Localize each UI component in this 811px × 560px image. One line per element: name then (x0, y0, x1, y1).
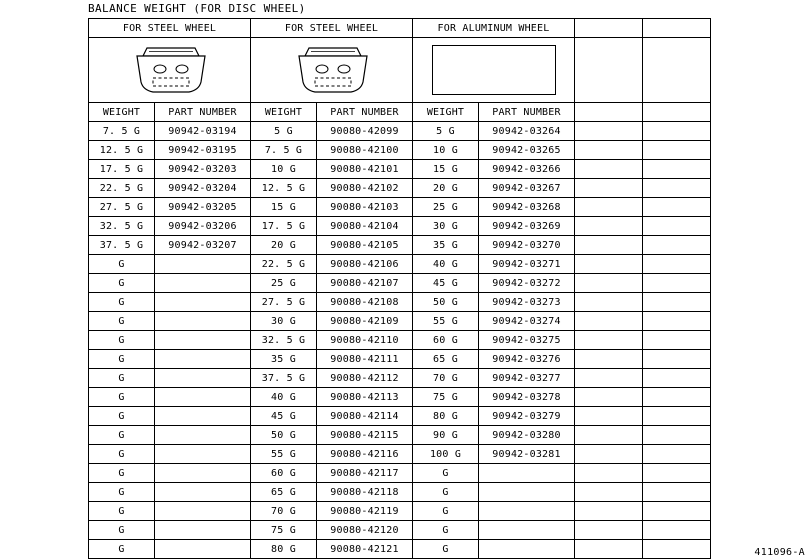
cell-part-steel-1 (155, 407, 251, 426)
table-row (89, 293, 711, 312)
cell-weight-steel-2: 70 G (251, 502, 317, 521)
cell-blank-1 (575, 464, 643, 483)
cell-part-alu: 90942-03264 (479, 122, 575, 141)
cell-part-steel-1: 90942-03203 (155, 160, 251, 179)
cell-part-alu: 90942-03265 (479, 141, 575, 160)
group-header-blank-1 (575, 19, 643, 38)
cell-part-steel-2: 90080-42099 (317, 122, 413, 141)
cell-weight-steel-1: 12. 5 G (89, 141, 155, 160)
cell-weight-alu: 50 G (413, 293, 479, 312)
table-row (89, 236, 711, 255)
cell-part-steel-1: 90942-03204 (155, 179, 251, 198)
cell-part-alu: 90942-03267 (479, 179, 575, 198)
cell-weight-steel-1: G (89, 255, 155, 274)
cell-weight-alu: 5 G (413, 122, 479, 141)
cell-blank-1 (575, 350, 643, 369)
cell-blank-2 (643, 369, 711, 388)
table-row (89, 141, 711, 160)
cell-weight-alu: 15 G (413, 160, 479, 179)
table-row (89, 426, 711, 445)
cell-blank-1 (575, 312, 643, 331)
cell-blank-2 (643, 236, 711, 255)
cell-blank-1 (575, 540, 643, 559)
cell-weight-steel-2: 60 G (251, 464, 317, 483)
cell-part-steel-1 (155, 369, 251, 388)
cell-blank-2 (643, 483, 711, 502)
cell-blank-1 (575, 331, 643, 350)
cell-blank-2 (643, 274, 711, 293)
cell-weight-alu: 30 G (413, 217, 479, 236)
cell-part-alu: 90942-03281 (479, 445, 575, 464)
cell-part-steel-1: 90942-03195 (155, 141, 251, 160)
cell-part-steel-1 (155, 274, 251, 293)
cell-weight-steel-1: G (89, 388, 155, 407)
cell-weight-alu: 90 G (413, 426, 479, 445)
table-row (89, 274, 711, 293)
cell-blank-2 (643, 217, 711, 236)
cell-weight-steel-1: G (89, 407, 155, 426)
cell-part-steel-2: 90080-42116 (317, 445, 413, 464)
cell-blank-2 (643, 141, 711, 160)
cell-weight-steel-1: G (89, 293, 155, 312)
cell-weight-steel-2: 15 G (251, 198, 317, 217)
group-header-aluminum: FOR ALUMINUM WHEEL (413, 19, 575, 38)
table-illustration-row (89, 38, 711, 103)
cell-part-alu: 90942-03268 (479, 198, 575, 217)
cell-weight-alu: 75 G (413, 388, 479, 407)
cell-weight-steel-2: 27. 5 G (251, 293, 317, 312)
cell-part-alu: 90942-03279 (479, 407, 575, 426)
cell-blank-2 (643, 198, 711, 217)
cell-blank-1 (575, 293, 643, 312)
cell-weight-steel-2: 7. 5 G (251, 141, 317, 160)
cell-weight-alu: G (413, 464, 479, 483)
cell-part-steel-1 (155, 388, 251, 407)
cell-weight-alu: 45 G (413, 274, 479, 293)
cell-part-steel-2: 90080-42119 (317, 502, 413, 521)
cell-weight-alu: 80 G (413, 407, 479, 426)
cell-part-alu: 90942-03280 (479, 426, 575, 445)
table-row (89, 217, 711, 236)
cell-part-steel-2: 90080-42102 (317, 179, 413, 198)
clip-on-weight-icon (277, 38, 387, 102)
cell-weight-alu: 100 G (413, 445, 479, 464)
cell-part-alu (479, 502, 575, 521)
cell-weight-steel-1: 7. 5 G (89, 122, 155, 141)
cell-blank-2 (643, 179, 711, 198)
cell-weight-steel-1: G (89, 312, 155, 331)
cell-part-steel-1 (155, 540, 251, 559)
cell-blank-1 (575, 141, 643, 160)
cell-part-steel-2: 90080-42114 (317, 407, 413, 426)
cell-part-steel-2: 90080-42109 (317, 312, 413, 331)
table-row (89, 312, 711, 331)
illustration-blank-2 (643, 38, 711, 103)
cell-blank-1 (575, 388, 643, 407)
cell-weight-alu: G (413, 540, 479, 559)
cell-weight-alu: 55 G (413, 312, 479, 331)
cell-weight-steel-1: G (89, 426, 155, 445)
cell-part-steel-1: 90942-03205 (155, 198, 251, 217)
cell-blank-2 (643, 350, 711, 369)
table-row (89, 521, 711, 540)
cell-blank-2 (643, 388, 711, 407)
cell-weight-steel-1: G (89, 445, 155, 464)
page-title: BALANCE WEIGHT (FOR DISC WHEEL) (88, 2, 306, 15)
cell-weight-alu: 10 G (413, 141, 479, 160)
cell-part-steel-2: 90080-42117 (317, 464, 413, 483)
cell-weight-steel-1: 27. 5 G (89, 198, 155, 217)
cell-blank-1 (575, 483, 643, 502)
table-column-header-row (89, 103, 711, 122)
cell-part-steel-1 (155, 502, 251, 521)
cell-weight-steel-1: G (89, 369, 155, 388)
cell-blank-2 (643, 407, 711, 426)
table-group-header-row (89, 19, 711, 38)
table-row (89, 122, 711, 141)
cell-weight-steel-2: 75 G (251, 521, 317, 540)
cell-weight-steel-2: 25 G (251, 274, 317, 293)
illustration-blank-1 (575, 38, 643, 103)
cell-weight-steel-2: 22. 5 G (251, 255, 317, 274)
cell-blank-2 (643, 312, 711, 331)
table-row (89, 407, 711, 426)
cell-part-steel-2: 90080-42105 (317, 236, 413, 255)
cell-part-steel-1 (155, 255, 251, 274)
cell-part-alu: 90942-03275 (479, 331, 575, 350)
cell-part-steel-2: 90080-42113 (317, 388, 413, 407)
cell-blank-2 (643, 445, 711, 464)
cell-blank-2 (643, 521, 711, 540)
cell-blank-1 (575, 502, 643, 521)
cell-part-steel-2: 90080-42120 (317, 521, 413, 540)
cell-blank-1 (575, 217, 643, 236)
column-header-weight-3: WEIGHT (413, 103, 479, 122)
cell-blank-2 (643, 464, 711, 483)
cell-part-alu: 90942-03269 (479, 217, 575, 236)
cell-weight-steel-2: 35 G (251, 350, 317, 369)
cell-blank-2 (643, 426, 711, 445)
cell-part-steel-1 (155, 312, 251, 331)
cell-blank-1 (575, 426, 643, 445)
cell-weight-steel-1: G (89, 464, 155, 483)
column-header-blank-1 (575, 103, 643, 122)
cell-part-steel-2: 90080-42107 (317, 274, 413, 293)
cell-part-alu: 90942-03270 (479, 236, 575, 255)
table-row (89, 464, 711, 483)
cell-weight-alu: 35 G (413, 236, 479, 255)
table-row (89, 540, 711, 559)
cell-weight-alu: 65 G (413, 350, 479, 369)
balance-weight-table (88, 18, 711, 559)
group-header-steel-2: FOR STEEL WHEEL (251, 19, 413, 38)
illustration-clip-weight-1 (89, 38, 251, 103)
table-row (89, 331, 711, 350)
cell-part-alu: 90942-03277 (479, 369, 575, 388)
cell-part-steel-1: 90942-03194 (155, 122, 251, 141)
cell-part-alu (479, 483, 575, 502)
cell-part-steel-1: 90942-03206 (155, 217, 251, 236)
cell-weight-alu: 60 G (413, 331, 479, 350)
cell-part-steel-1 (155, 445, 251, 464)
cell-part-steel-1 (155, 350, 251, 369)
cell-part-alu: 90942-03266 (479, 160, 575, 179)
cell-part-steel-2: 90080-42108 (317, 293, 413, 312)
figure-code: 411096-A (754, 547, 805, 558)
cell-weight-steel-2: 40 G (251, 388, 317, 407)
cell-part-steel-2: 90080-42104 (317, 217, 413, 236)
cell-weight-steel-2: 50 G (251, 426, 317, 445)
cell-blank-1 (575, 407, 643, 426)
column-header-part-number-2: PART NUMBER (317, 103, 413, 122)
cell-part-steel-2: 90080-42112 (317, 369, 413, 388)
cell-weight-alu: G (413, 502, 479, 521)
cell-blank-1 (575, 255, 643, 274)
cell-part-steel-2: 90080-42100 (317, 141, 413, 160)
cell-weight-alu: G (413, 483, 479, 502)
cell-weight-steel-1: G (89, 521, 155, 540)
cell-blank-1 (575, 445, 643, 464)
cell-blank-1 (575, 369, 643, 388)
cell-weight-alu: 70 G (413, 369, 479, 388)
cell-weight-steel-2: 32. 5 G (251, 331, 317, 350)
cell-weight-alu: 40 G (413, 255, 479, 274)
cell-blank-1 (575, 236, 643, 255)
illustration-clip-weight-2 (251, 38, 413, 103)
cell-blank-2 (643, 502, 711, 521)
cell-part-alu: 90942-03273 (479, 293, 575, 312)
cell-weight-alu: 25 G (413, 198, 479, 217)
cell-part-steel-2: 90080-42121 (317, 540, 413, 559)
table-row (89, 255, 711, 274)
cell-part-alu (479, 464, 575, 483)
cell-blank-2 (643, 160, 711, 179)
cell-part-steel-2: 90080-42101 (317, 160, 413, 179)
cell-weight-steel-1: G (89, 331, 155, 350)
cell-weight-alu: 20 G (413, 179, 479, 198)
cell-part-steel-1 (155, 483, 251, 502)
table-row (89, 179, 711, 198)
cell-weight-steel-1: 37. 5 G (89, 236, 155, 255)
cell-blank-2 (643, 293, 711, 312)
table-row (89, 445, 711, 464)
cell-weight-steel-2: 80 G (251, 540, 317, 559)
cell-part-alu: 90942-03276 (479, 350, 575, 369)
cell-weight-steel-1: G (89, 540, 155, 559)
cell-blank-1 (575, 179, 643, 198)
table-row (89, 160, 711, 179)
cell-part-alu: 90942-03271 (479, 255, 575, 274)
cell-weight-steel-2: 17. 5 G (251, 217, 317, 236)
cell-blank-1 (575, 198, 643, 217)
cell-weight-steel-2: 37. 5 G (251, 369, 317, 388)
illustration-adhesive-weight (413, 38, 575, 103)
cell-weight-steel-1: G (89, 483, 155, 502)
cell-part-steel-1 (155, 464, 251, 483)
cell-weight-steel-2: 10 G (251, 160, 317, 179)
cell-part-alu: 90942-03274 (479, 312, 575, 331)
cell-part-alu (479, 521, 575, 540)
cell-part-steel-2: 90080-42111 (317, 350, 413, 369)
clip-on-weight-icon (115, 38, 225, 102)
cell-blank-2 (643, 331, 711, 350)
cell-blank-1 (575, 160, 643, 179)
cell-blank-1 (575, 122, 643, 141)
cell-part-alu (479, 540, 575, 559)
cell-blank-1 (575, 274, 643, 293)
cell-part-steel-2: 90080-42118 (317, 483, 413, 502)
table-row (89, 388, 711, 407)
cell-weight-steel-1: G (89, 274, 155, 293)
cell-part-steel-2: 90080-42115 (317, 426, 413, 445)
cell-weight-steel-1: 32. 5 G (89, 217, 155, 236)
cell-part-alu: 90942-03272 (479, 274, 575, 293)
table-row (89, 369, 711, 388)
table-row (89, 198, 711, 217)
group-header-steel-1: FOR STEEL WHEEL (89, 19, 251, 38)
cell-weight-steel-2: 12. 5 G (251, 179, 317, 198)
cell-part-steel-1 (155, 426, 251, 445)
cell-weight-steel-1: G (89, 350, 155, 369)
cell-weight-steel-2: 30 G (251, 312, 317, 331)
cell-weight-steel-2: 55 G (251, 445, 317, 464)
cell-weight-steel-1: 22. 5 G (89, 179, 155, 198)
cell-part-steel-1 (155, 521, 251, 540)
column-header-blank-2 (643, 103, 711, 122)
column-header-part-number-1: PART NUMBER (155, 103, 251, 122)
column-header-part-number-3: PART NUMBER (479, 103, 575, 122)
column-header-weight-1: WEIGHT (89, 103, 155, 122)
cell-blank-2 (643, 122, 711, 141)
group-header-blank-2 (643, 19, 711, 38)
cell-blank-2 (643, 540, 711, 559)
cell-part-alu: 90942-03278 (479, 388, 575, 407)
cell-blank-1 (575, 521, 643, 540)
cell-weight-steel-2: 5 G (251, 122, 317, 141)
column-header-weight-2: WEIGHT (251, 103, 317, 122)
cell-part-steel-1 (155, 293, 251, 312)
cell-weight-steel-2: 20 G (251, 236, 317, 255)
cell-part-steel-2: 90080-42110 (317, 331, 413, 350)
adhesive-weight-icon (432, 45, 556, 95)
cell-weight-steel-2: 65 G (251, 483, 317, 502)
cell-part-steel-2: 90080-42103 (317, 198, 413, 217)
table-row (89, 502, 711, 521)
cell-weight-steel-1: G (89, 502, 155, 521)
cell-part-steel-1: 90942-03207 (155, 236, 251, 255)
table-row (89, 483, 711, 502)
table-row (89, 350, 711, 369)
cell-part-steel-2: 90080-42106 (317, 255, 413, 274)
cell-part-steel-1 (155, 331, 251, 350)
cell-blank-2 (643, 255, 711, 274)
cell-weight-steel-2: 45 G (251, 407, 317, 426)
cell-weight-alu: G (413, 521, 479, 540)
cell-weight-steel-1: 17. 5 G (89, 160, 155, 179)
